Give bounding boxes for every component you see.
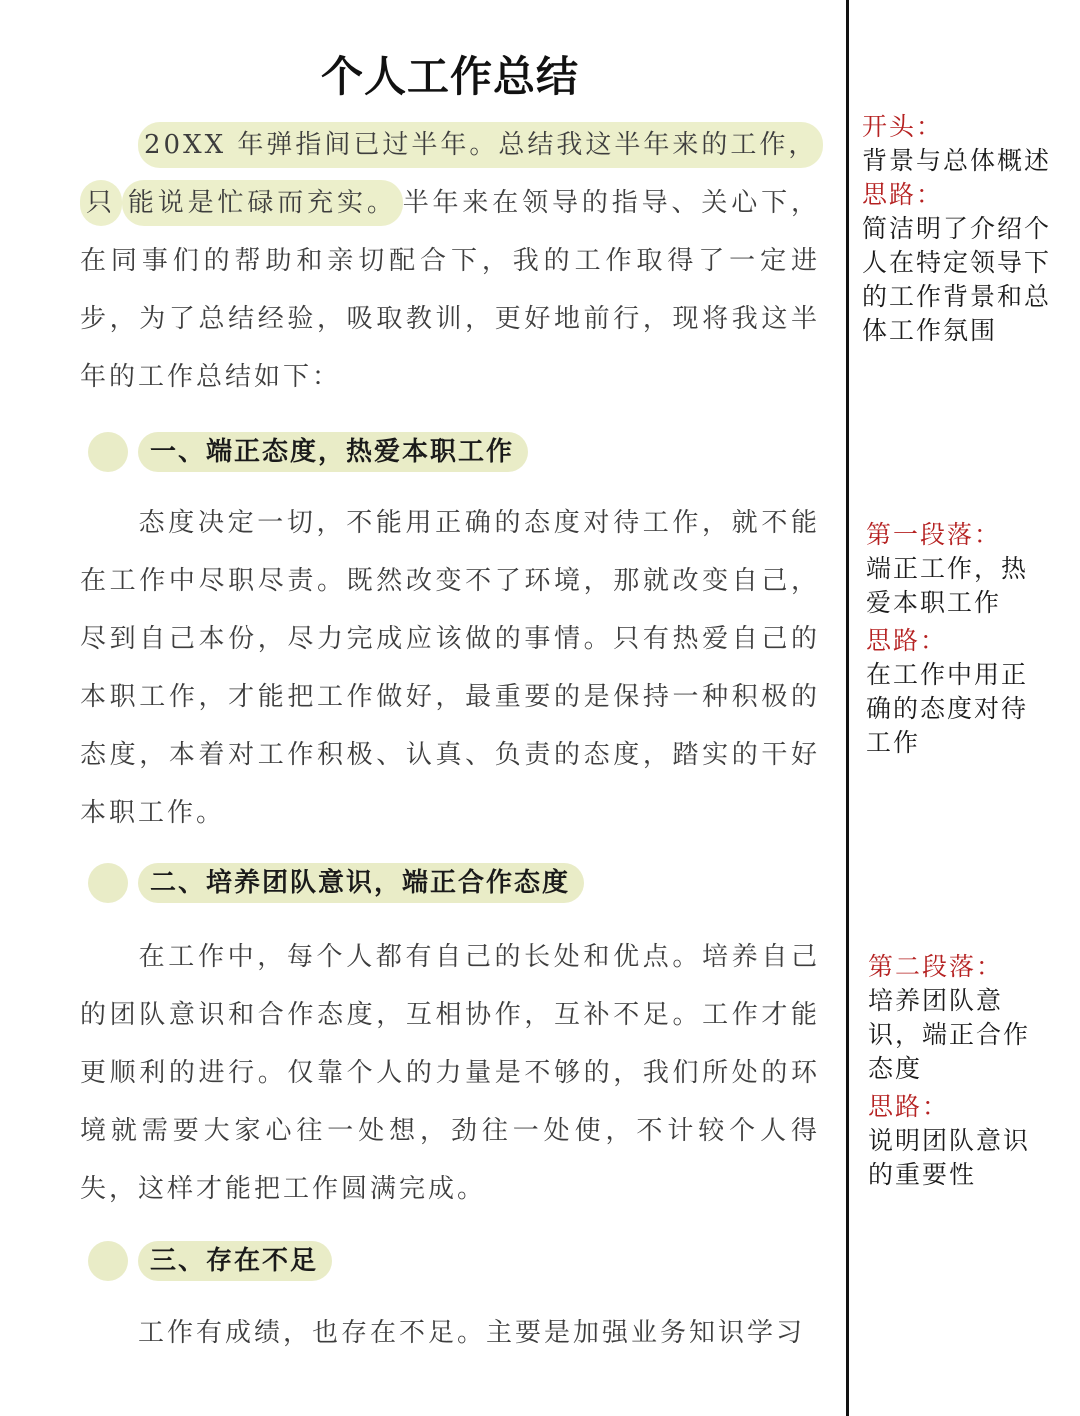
section-heading-label: 三、存在不足 (138, 1241, 332, 1281)
margin-note-section-1 (866, 518, 1046, 760)
note-text: 背景与总体概述 (862, 146, 1052, 175)
intro-paragraph (80, 116, 820, 406)
note-idea: 简洁明了介绍个人在特定领导下的工作背景和总体工作氛围 (862, 214, 1052, 345)
note-idea: 在工作中用正确的态度对待工作 (866, 660, 1029, 757)
section-heading-3 (88, 1238, 332, 1284)
note-label: 第二段落： (868, 952, 1004, 981)
bullet-dot (88, 1241, 128, 1281)
section-paragraph-3 (80, 1304, 820, 1362)
section-text: 在工作中，每个人都有自己的长处和优点。培养自己的团队意识和合作态度，互相协作，互补不足。工作才能更顺利的进行。仅靠个人的力量是不够的，我们所处的环境就需要大家心往一处想，劲往一处使，不计较个人得失，这样才能把工作圆满完成。 (80, 942, 820, 1204)
section-heading-2 (88, 860, 584, 906)
page-title: 个人工作总结 (320, 52, 579, 101)
section-text: 态度决定一切，不能用正确的态度对待工作，就不能在工作中尽职尽责。既然改变不了环境，那就改变自己，尽到自己本份，尽力完成应该做的事情。只有热爱自己的本职工作，才能把工作做好，最重要的是保持一种积极的态度，本着对工作积极、认真、负责的态度，踏实的干好本职工作。 (80, 508, 820, 828)
note-idea: 说明团队意识的重要性 (868, 1126, 1031, 1189)
note-text: 端正工作，热爱本职工作 (866, 554, 1029, 617)
note-text: 培养团队意识，端正合作态度 (868, 986, 1031, 1083)
intro-text: 半年来在领导的指导、关心下，在同事们的帮助和亲切配合下，我的工作取得了一定进步，为了总结经验，吸取教训，更好地前行，现将我这半年的工作总结如下： (80, 188, 820, 392)
section-text: 工作有成绩，也存在不足。主要是加强业务知识学习 (138, 1318, 806, 1348)
margin-note-section-2 (868, 950, 1048, 1192)
note-idea-label: 思路： (868, 1092, 950, 1121)
note-idea-label: 思路： (862, 180, 944, 209)
intro-highlight-2: 能说是忙碌而充实。 (122, 180, 403, 226)
margin-divider (846, 0, 849, 1416)
intro-highlight-1: 20XX 年弹指间已过半年。总结我这半年来的工作，只 (80, 122, 823, 226)
section-paragraph-2 (80, 928, 820, 1218)
section-heading-1 (88, 429, 528, 475)
note-idea-label: 思路： (866, 626, 948, 655)
note-label: 第一段落： (866, 520, 1002, 549)
bullet-dot (88, 432, 128, 472)
section-heading-label: 一、端正态度，热爱本职工作 (138, 432, 528, 472)
bullet-dot (88, 863, 128, 903)
section-heading-label: 二、培养团队意识，端正合作态度 (138, 863, 584, 903)
note-label: 开头： (862, 112, 944, 141)
margin-note-opening (862, 110, 1062, 348)
section-paragraph-1 (80, 494, 820, 842)
